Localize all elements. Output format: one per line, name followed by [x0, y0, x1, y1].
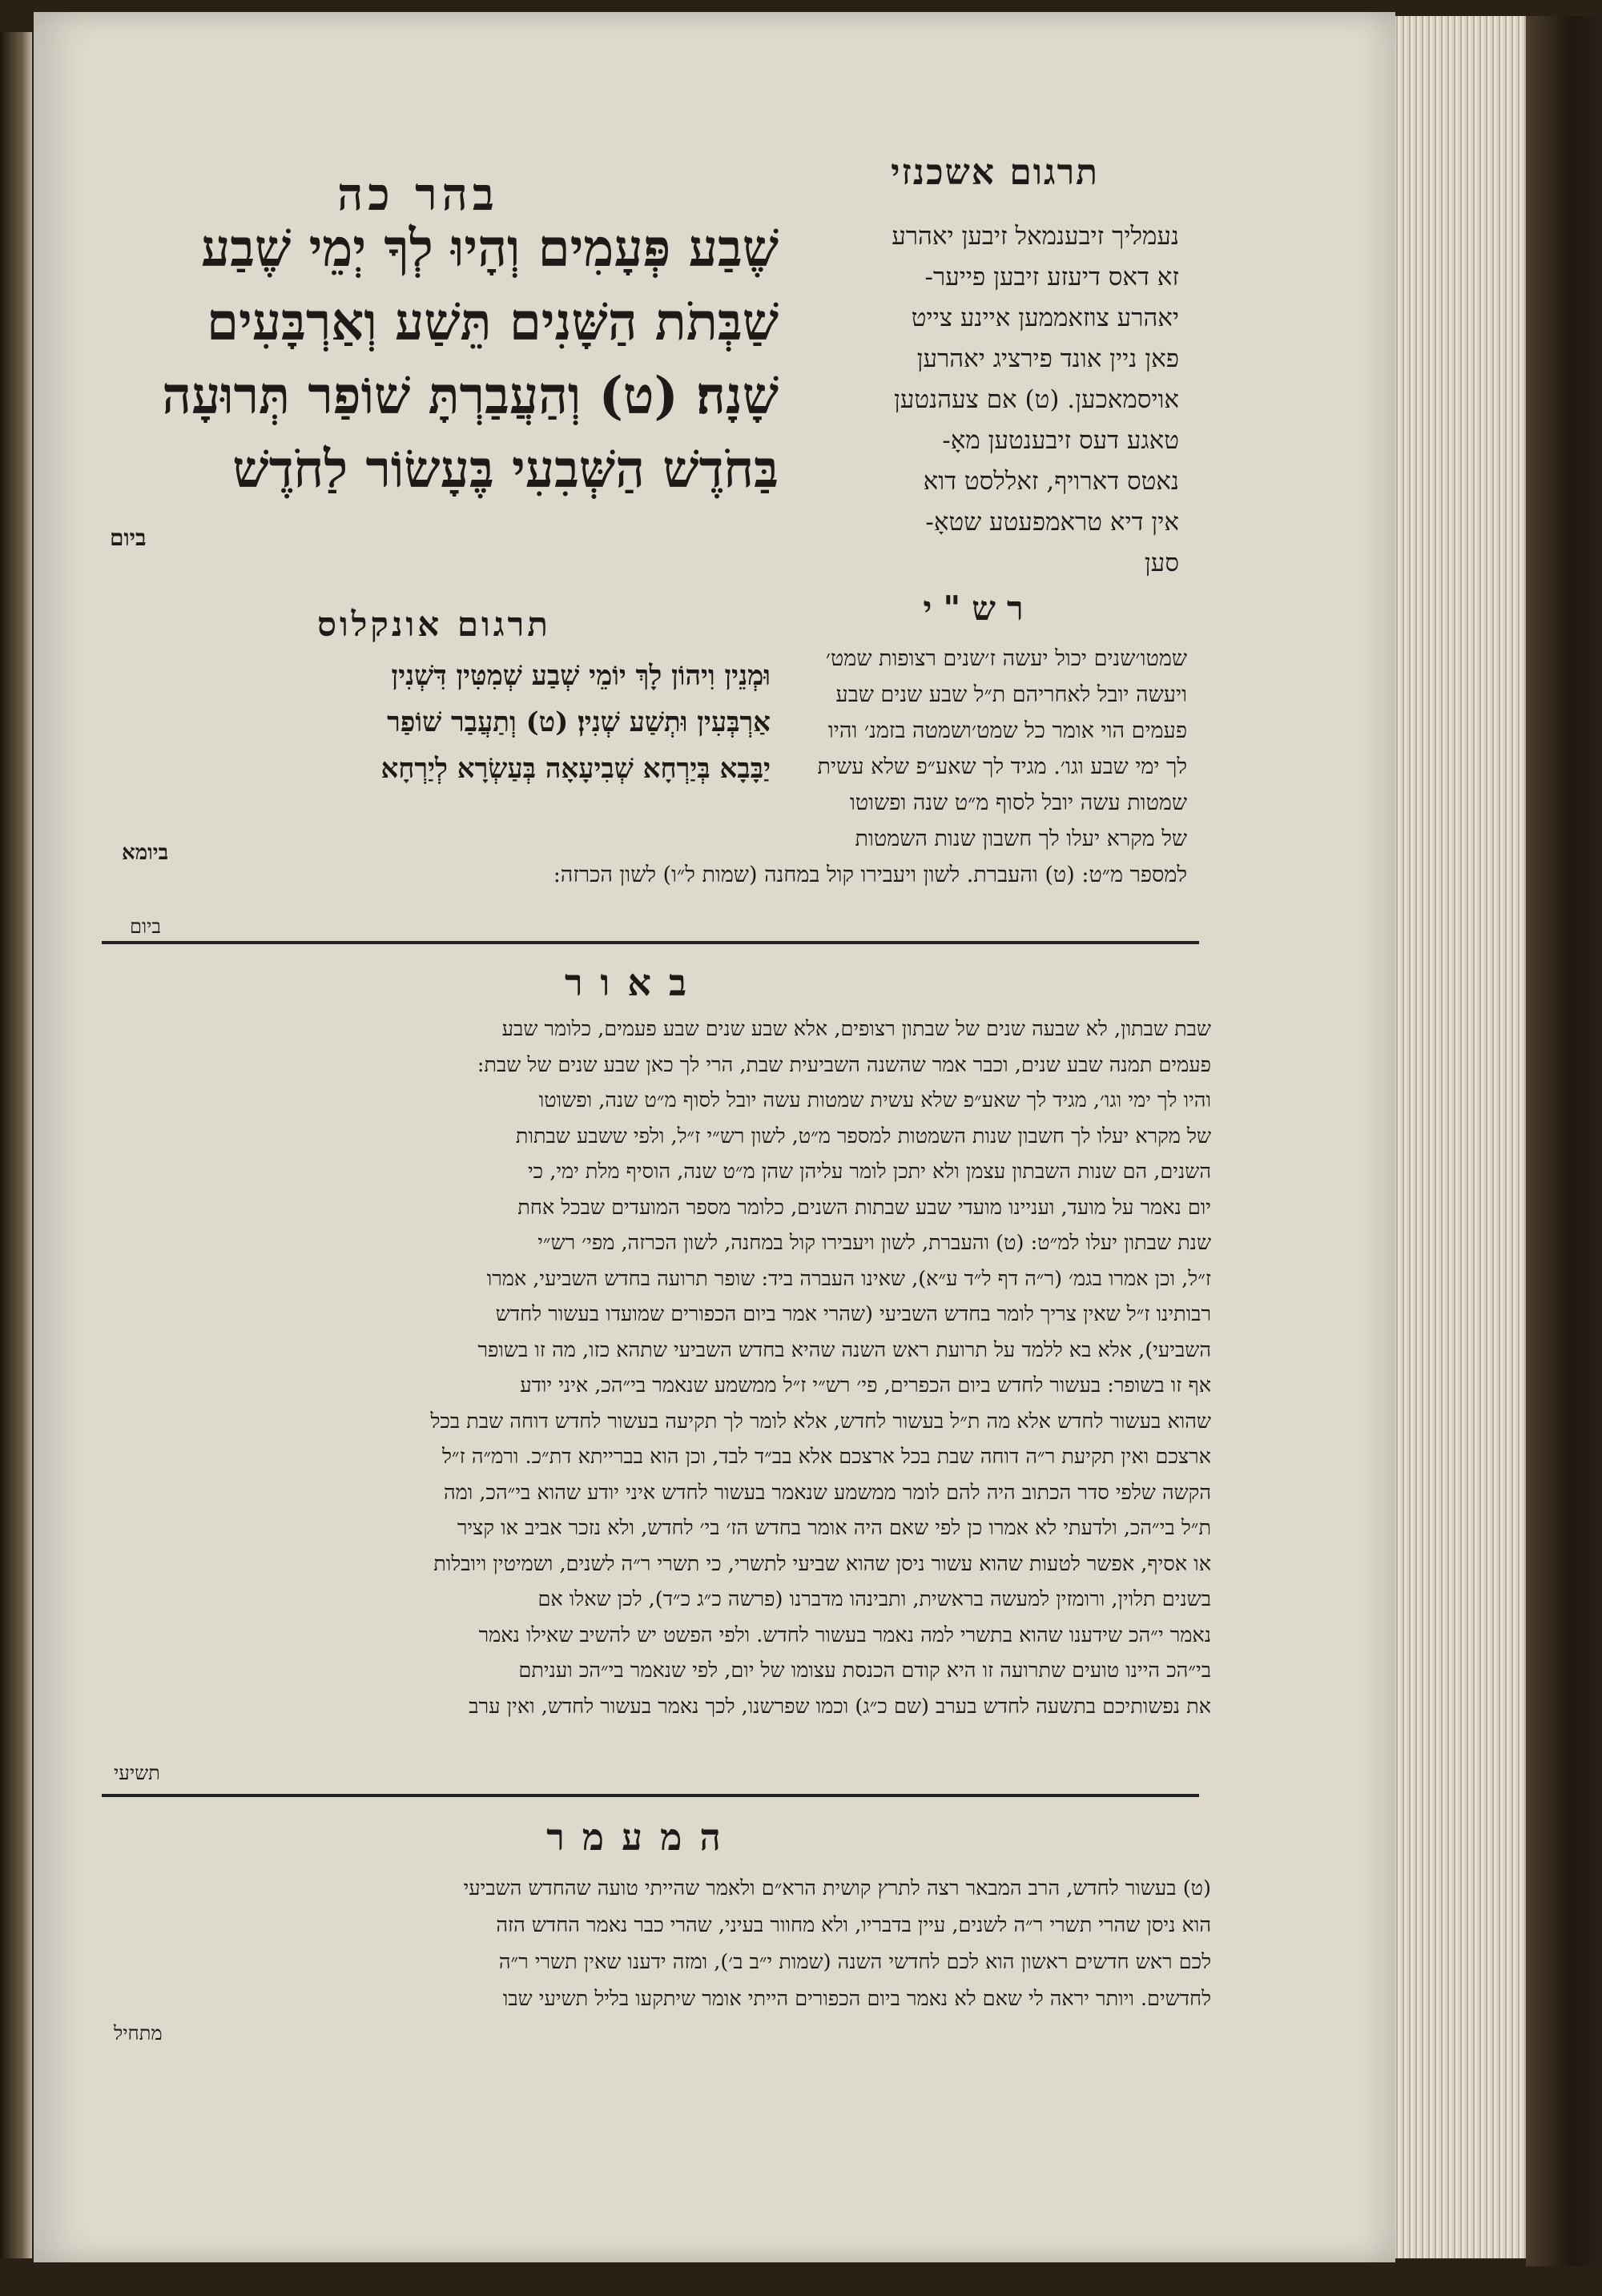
rashi-catchword: ביום	[130, 915, 161, 938]
verse-catchword: ביום	[110, 525, 147, 551]
targum-ashkenazi-title: תרגום אשכנזי	[890, 152, 1100, 193]
biur-title: באור	[564, 961, 705, 1004]
chapter-header: בהר כה	[337, 168, 499, 221]
divider-rule-2	[102, 1794, 1199, 1797]
hameamer-title: המעמר	[546, 1815, 739, 1859]
book-cover-edge	[1526, 16, 1602, 2266]
hameamer-text: (ט) בעשור לחדש, הרב המבאר רצה לתרץ קושית הרא״ם ולאמר שהייתי טועה שהחדש השביעי הוא ניסן שהרי תשרי ר״ה לשנים, עיין בדבריו, ולא מחוור בעיני, שהרי כבר נאמר החדש הזה לכם ראש חדשים ראשון הוא לכם לחדשי השנה (שמות י״ב ב׳), ומזה ידענו שאין תשרי ר״ה לחדשים. ויותר יראה לי שאם לא נאמר ביום הכפורים הייתי אומר שיתקעו בליל תשיעי שבו	[463, 1876, 1211, 2011]
page	[34, 12, 1395, 2262]
page-block-edge	[1394, 16, 1530, 2258]
hameamer-catchword: מתחיל	[114, 2022, 163, 2045]
biur-text: שבת שבתון, לא שבעה שנים של שבתון רצופים, אלא שבע שנים שבע פעמים, כלומר שבע פעמים תמנה שבע שנים, וכבר אמר שהשנה השביעית שבת, הרי לך כאן שבע שנים של שבת: והיו לך ימי וגו׳, מגיד לך שאע״פ שלא עשית שמטות עשה יובל לסוף מ״ט שנה, ופשוטו של מקרא יעלו לך חשבון שנות השמטות למספר מ״ט, לשון רש״י ז״ל, ולפי ששבע שבתות השנים, הם שנות השבתון עצמן ולא יתכן לומר עליהן שהן מ״ט שנה, הוסיף מלת ימי, כי יום נאמר על מועד, ועניינו מועדי שבע שבתות השנים, כלומר מספר המועדים שבכל אחת שנת שבתון יעלו למ״ט: (ט) והעברת, לשון ויעבירו קול במחנה, לשון הכרזה, מפי׳ רש״י ז״ל, וכן אמרו בגמ׳ (ר״ה דף ל״ד ע״א), שאינו העברה ביד: שופר תרועה בחדש השביעי, אמרו רבותינו ז״ל שאין צריך לומר בחדש השביעי (שהרי אמר ביום הכפורים שמועדו בעשור לחדש השביעי), אלא בא ללמד על תרועת ראש השנה שהיא בחדש השביעי שתהא כזו, מה זו בשופר אף זו בשופר: בעשור לחדש ביום הכפרים, פי׳ רש״י ז״ל ממשמע שנאמר בי״הכ, איני יודע שהוא בעשור לחדש אלא מה ת״ל בעשור לחדש, אלא לומר לך תקיעה בעשור לחדש דוחה שבת בכל ארצכם ואין תקיעת ר״ה דוחה שבת בכל ארצכם אלא בב״ד לבד, וכן הוא בברייתא דת״כ. ורמ״ה ז״ל הקשה שלפי סדר הכתוב היה להם לומר ממשמע שנאמר בעשור לחדש איני יודע שהוא בי״הכ, ומה ת״ל בי״הכ, ולדעתי לא אמרו כן לפי שאם היה אומר בחדש הז׳ בי׳ לחדש, ולא נזכר אביב או קציר או אסיף, אפשר לטעות שהוא עשור ניסן שהוא שביעי לתשרי, כי תשרי ר״ה לשנים, ושמיטין ויובלות בשנים תלוין, ורומזין למעשה בראשית, ותבינהו מדברנו (פרשה כ״ג כ״ד), לכן שאלו אם נאמר י״הכ שידענו שהוא בתשרי למה נאמר בעשור לחדש. ולפי הפשט יש להשיב שאילו נאמר בי״הכ היינו טועים שתרועה זו היא קודם הכנסת עצומו של יום, לפי שנאמר בי״הכ ועניתם את נפשותיכם בתשעה לחדש בערב (שם כ״ג) וכמו שפרשנו, לכך נאמר בעשור לחדש, ואין ערב	[430, 1017, 1211, 1719]
onkelos-catchword: ביומא	[122, 841, 226, 865]
targum-ashkenazi-text: נעמליך זיבענמאל זיבען יאהרע זא דאס דיעזע זיבען פייער- יאהרע צוזאממען איינע צייט פאן ניין אונד פירציג יאהרען אויסמאכען. (ט) אם צעהנטען טאגע דעס זיבענטען מאָ- נאטס דארויף, זאללסט דוא אין דיא טראמפעטע שטאָ- סען	[892, 222, 1179, 577]
verse-text: שֶׁבַע פְּעָמִים וְהָיוּ לְךָ יְמֵי שֶׁבַע שַׁבְּתֹת הַשָּׁנִים תֵּשַׁע וְאַרְבָּעִים שָׁנָה׃ (ט) וְהַעֲבַרְתָּ שׁוֹפַר תְּרוּעָה בַּחֹדֶשׁ הַשְּׁבִעִי בֶּעָשׂוֹר לַחֹדֶשׁ	[162, 219, 779, 500]
biur-catchword: תשיעי	[114, 1762, 160, 1784]
divider-rule-1	[102, 941, 1199, 944]
onkelos-text: וּמְנֵין וִיהוֹן לָךְ יוֹמֵי שְׁבַע שְׁמִטִּין דִּשְׁנִין אַרְבְּעִין וּתְשַׁע שְׁנִין׃ (ט) וְתַעֲבַר שׁוֹפַר יַבָּבָא בְּיַרְחָא שְׁבִיעָאָה בְּעַשְׂרָא לְיַרְחָא	[90, 653, 771, 792]
onkelos-title: תרגום אונקלוס	[194, 605, 674, 645]
previous-page-edge	[0, 32, 32, 2258]
rashi-title: רש"י	[923, 589, 1035, 628]
rashi-text: שמטו׳שנים יכול יעשה ז׳שנים רצופות שמט׳ ויעשה יובל לאחריהם ת״ל שבע שנים שבע פעמים הוי אומר כל שמט׳ושמטה בזמנ׳ והיו לך ימי שבע וגו׳. מגיד לך שאע״פ שלא עשית שמטות עשה יובל לסוף מ״ט שנה ופשוטו של מקרא יעלו לך חשבון שנות השמטות למספר מ״ט: (ט) והעברת. לשון ויעבירו קול במחנה (שמות ל״ו) לשון הכרזה:	[553, 646, 1187, 887]
